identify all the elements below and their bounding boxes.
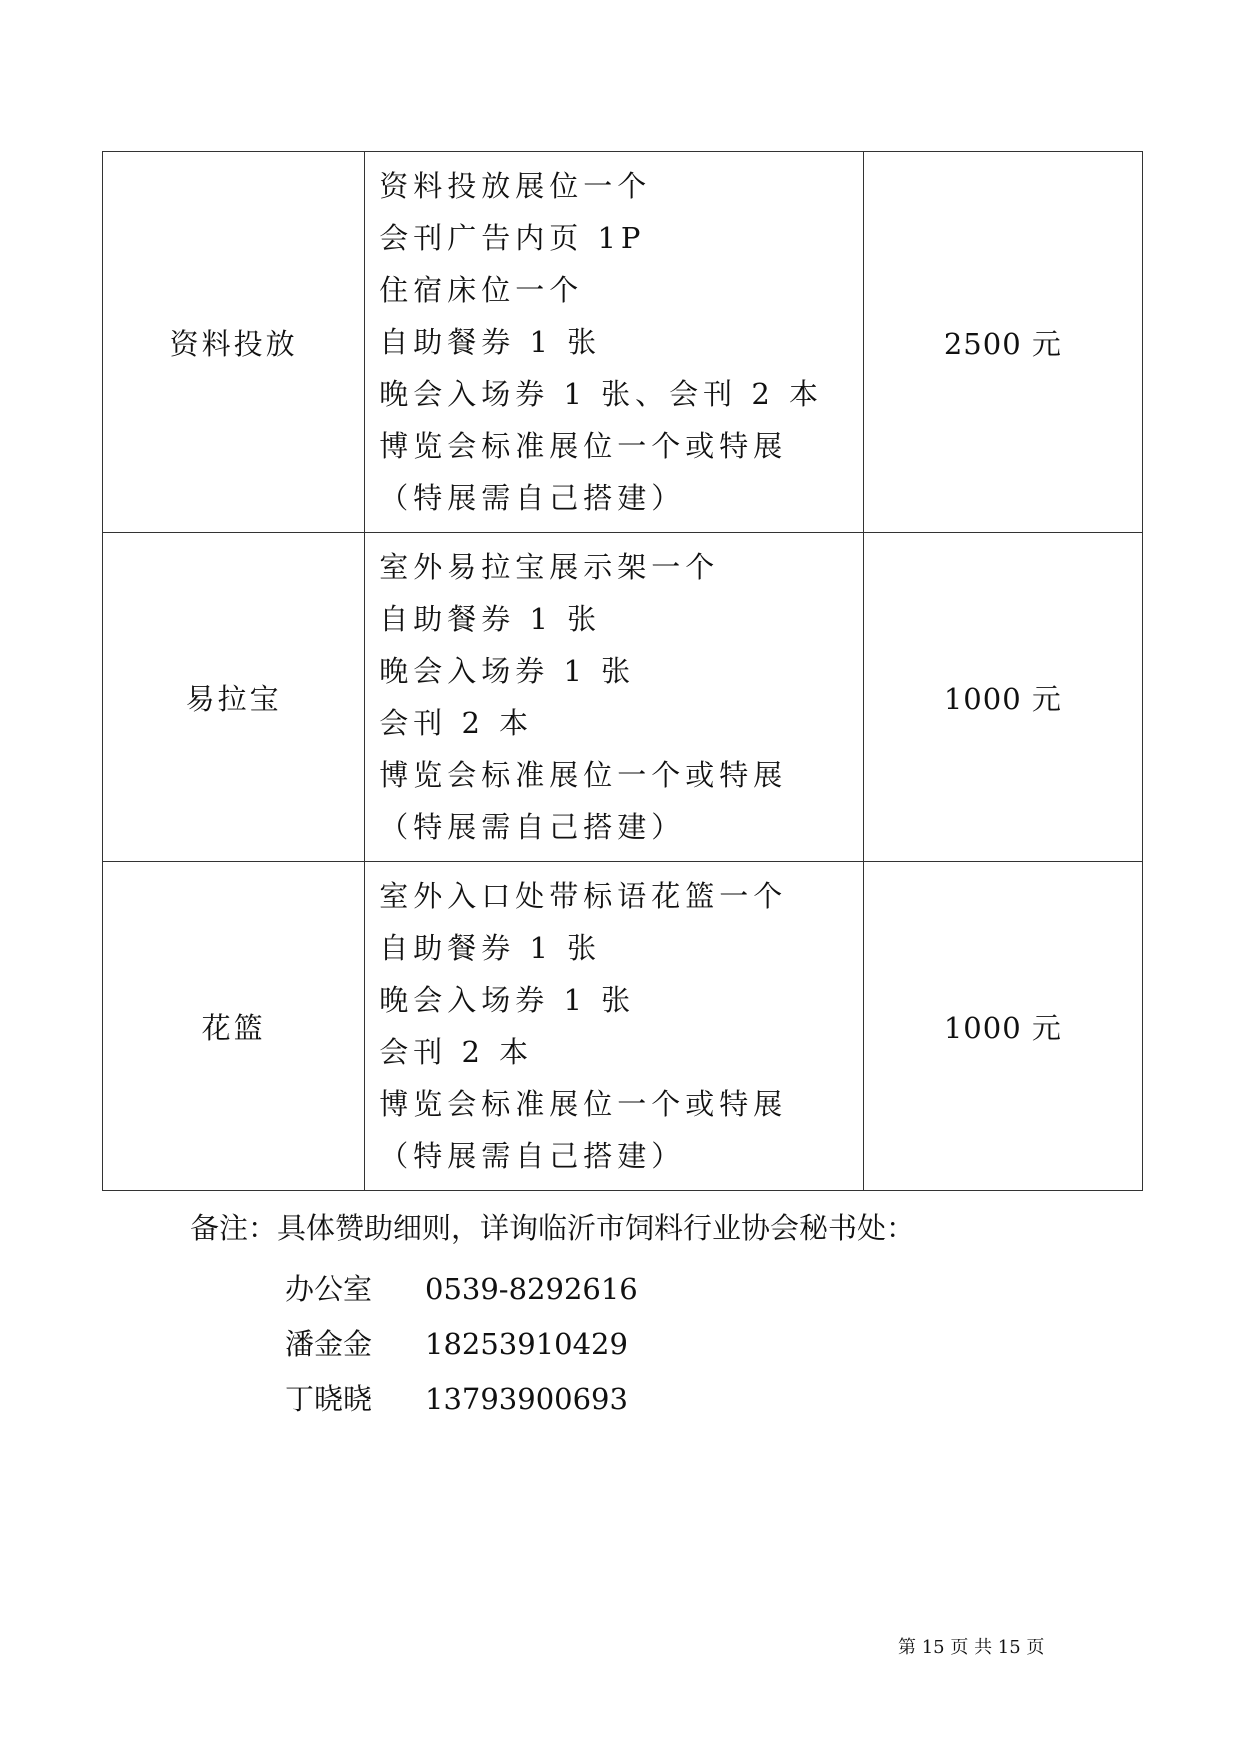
contact-row <box>285 1372 638 1427</box>
contact-list <box>285 1262 638 1427</box>
notes-section <box>190 1208 915 1248</box>
package-item: 晚会入场券 1 张、会刊 2 本 <box>379 377 824 411</box>
package-items <box>365 533 863 862</box>
package-item: 住宿床位一个 <box>379 273 584 307</box>
package-item: 自助餐券 1 张 <box>379 325 602 359</box>
contact-name: 丁晓晓 <box>285 1382 373 1416</box>
package-items <box>365 152 863 533</box>
package-items <box>365 862 863 1191</box>
package-item: 博览会标准展位一个或特展（特展需自己搭建） <box>379 1087 788 1173</box>
table-row <box>103 862 1143 1191</box>
contact-row <box>285 1262 638 1317</box>
contact-name: 潘金金 <box>285 1327 373 1361</box>
package-name: 资料投放 <box>103 152 365 533</box>
sponsorship-table <box>102 151 1143 1191</box>
contact-phone: 13793900693 <box>425 1382 628 1416</box>
package-price: 1000 元 <box>863 533 1142 862</box>
page-number: 第 15 页 共 15 页 <box>898 1637 1045 1658</box>
contact-row <box>285 1317 638 1372</box>
package-name: 易拉宝 <box>103 533 365 862</box>
package-item: 会刊广告内页 1P <box>379 221 646 255</box>
package-price: 2500 元 <box>863 152 1142 533</box>
package-item: 会刊 2 本 <box>379 1035 534 1069</box>
package-item: 自助餐券 1 张 <box>379 602 602 636</box>
package-item: 博览会标准展位一个或特展（特展需自己搭建） <box>379 429 788 515</box>
package-item: 博览会标准展位一个或特展（特展需自己搭建） <box>379 758 788 844</box>
contact-name: 办公室 <box>285 1272 373 1306</box>
contact-phone: 0539-8292616 <box>425 1272 638 1306</box>
table-row <box>103 152 1143 533</box>
package-item: 会刊 2 本 <box>379 706 534 740</box>
package-item: 室外入口处带标语花篮一个 <box>379 879 788 913</box>
package-item: 自助餐券 1 张 <box>379 931 602 965</box>
package-name: 花篮 <box>103 862 365 1191</box>
table-row <box>103 533 1143 862</box>
package-item: 资料投放展位一个 <box>379 169 652 203</box>
contact-phone: 18253910429 <box>425 1327 628 1361</box>
package-item: 晚会入场券 1 张 <box>379 983 636 1017</box>
package-price: 1000 元 <box>863 862 1142 1191</box>
package-item: 晚会入场券 1 张 <box>379 654 636 688</box>
package-item: 室外易拉宝展示架一个 <box>379 550 720 584</box>
notes-text: 备注：具体赞助细则，详询临沂市饲料行业协会秘书处： <box>190 1211 916 1245</box>
